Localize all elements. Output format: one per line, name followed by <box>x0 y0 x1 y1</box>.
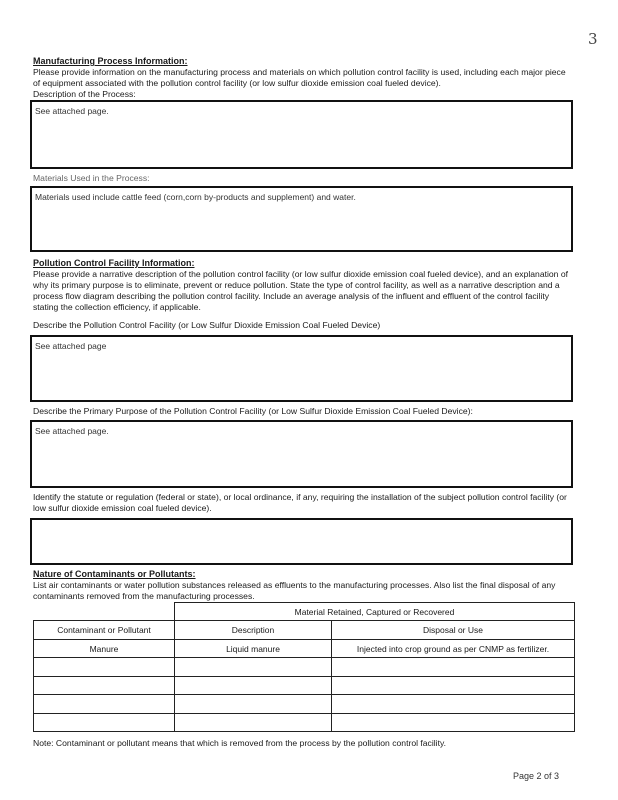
column-header-disposal: Disposal or Use <box>332 621 575 639</box>
table-row <box>34 658 575 676</box>
materials-field[interactable] <box>30 186 573 252</box>
table-group-header-row <box>34 603 575 621</box>
contaminants-intro: List air contaminants or water pollution substances released as effluents to the manufacturing processes. Also list the final disposal of any contaminants removed from the manufacturing processes. <box>33 580 556 601</box>
pollution-control-intro: Please provide a narrative description of the pollution control facility (or low sulfur dioxide emission coal fueled device), and an explanation of why its primary purpose is to eliminate, prevent or reduce pollution. State the type of control facility, as well as a narrative description and a process flow diagram describing the pollution control facility. Include an average analysis of the influent and effluent of the control facility stating the collection efficiency, if applicable. <box>33 269 569 312</box>
manufacturing-intro: Please provide information on the manufacturing process and materials on which pollution control facility is used, including each major piece of equipment associated with the pollution control facility (or low sulfur dioxide emission coal fueled device). <box>33 67 566 88</box>
table-cell[interactable] <box>175 695 332 713</box>
table-row <box>34 713 575 731</box>
manufacturing-heading: Manufacturing Process Information: <box>33 56 188 66</box>
table-cell[interactable] <box>175 676 332 694</box>
table-cell[interactable]: Liquid manure <box>175 639 332 657</box>
describe-facility-field[interactable] <box>30 335 573 402</box>
statute-label: Identify the statute or regulation (federal or state), or local ordinance, if any, requiring the installation of the subject pollution control facility (or low sulfur dioxide emission coal fueled device). <box>33 492 567 513</box>
table-cell[interactable] <box>332 658 575 676</box>
table-cell[interactable] <box>175 658 332 676</box>
table-row <box>34 639 575 657</box>
contaminant-note: Note: Contaminant or pollutant means that which is removed from the process by the pollution control facility. <box>33 738 447 748</box>
table-group-header: Material Retained, Captured or Recovered <box>175 603 575 621</box>
table-cell[interactable] <box>34 676 175 694</box>
materials-label: Materials Used in the Process: <box>33 173 150 183</box>
process-description-field[interactable] <box>30 100 573 169</box>
table-cell[interactable] <box>34 713 175 731</box>
table-row <box>34 676 575 694</box>
table-cell[interactable]: Manure <box>34 639 175 657</box>
pollution-control-heading: Pollution Control Facility Information: <box>33 258 195 268</box>
table-cell[interactable] <box>34 695 175 713</box>
describe-facility-label: Describe the Pollution Control Facility (or Low Sulfur Dioxide Emission Coal Fueled Device) <box>33 320 381 330</box>
page-footer: Page 2 of 3 <box>513 771 560 781</box>
table-header-row <box>34 621 575 639</box>
primary-purpose-field[interactable] <box>30 420 573 488</box>
describe-facility-value: See attached page <box>35 341 107 351</box>
table-cell[interactable] <box>332 676 575 694</box>
materials-value: Materials used include cattle feed (corn,corn by-products and supplement) and water. <box>35 192 356 202</box>
table-row <box>34 695 575 713</box>
column-header-description: Description <box>175 621 332 639</box>
corner-page-mark: 3 <box>588 30 598 48</box>
table-cell[interactable] <box>332 695 575 713</box>
contaminants-table <box>33 602 575 732</box>
primary-purpose-label: Describe the Primary Purpose of the Pollution Control Facility (or Low Sulfur Dioxide Emission Coal Fueled Device): <box>33 406 473 416</box>
table-cell[interactable] <box>175 713 332 731</box>
contaminants-heading: Nature of Contaminants or Pollutants: <box>33 569 196 579</box>
statute-field[interactable] <box>30 518 573 565</box>
process-description-value: See attached page. <box>35 106 109 116</box>
table-group-spacer <box>34 603 175 621</box>
table-cell[interactable]: Injected into crop ground as per CNMP as fertilizer. <box>332 639 575 657</box>
process-label: Description of the Process: <box>33 89 136 99</box>
column-header-contaminant: Contaminant or Pollutant <box>34 621 175 639</box>
table-cell[interactable] <box>34 658 175 676</box>
primary-purpose-value: See attached page. <box>35 426 109 436</box>
table-cell[interactable] <box>332 713 575 731</box>
